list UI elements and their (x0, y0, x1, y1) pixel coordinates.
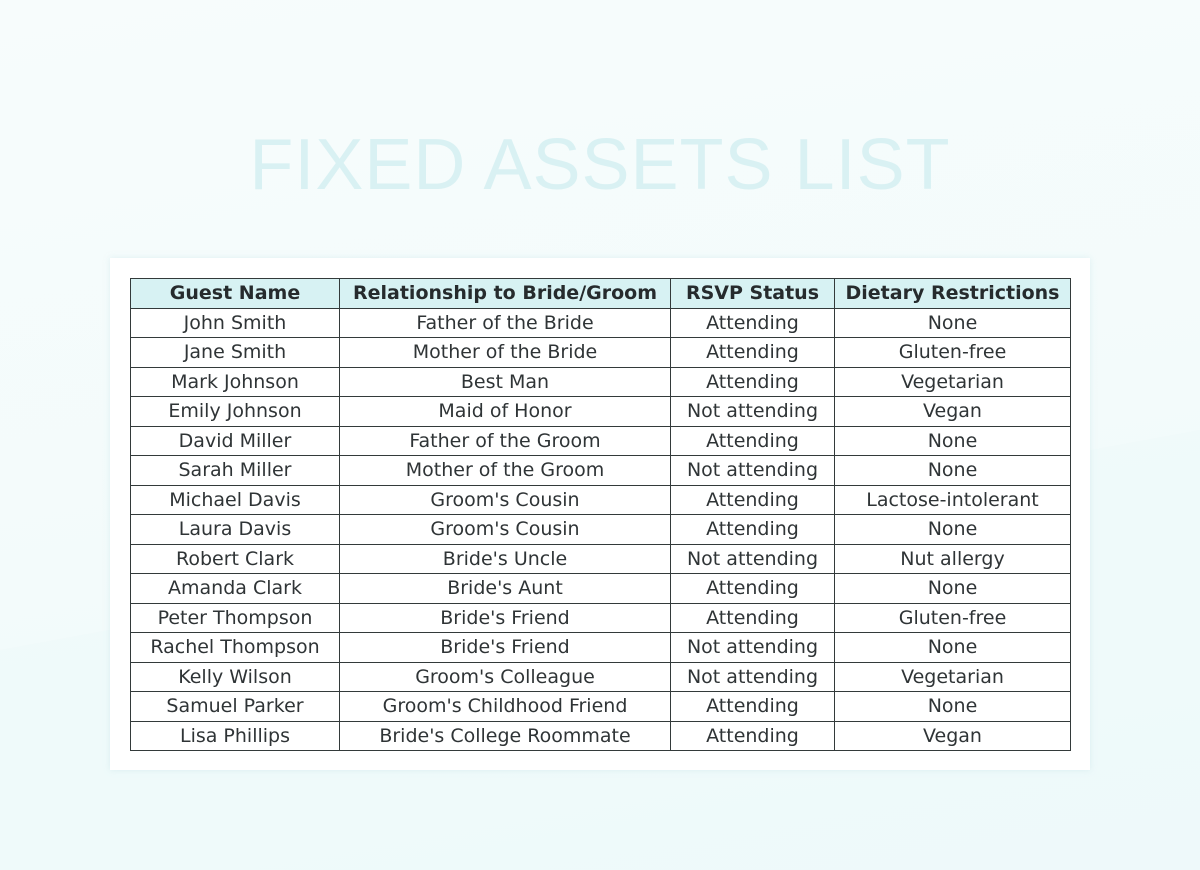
cell-dietary-restrictions: Gluten-free (835, 338, 1071, 368)
cell-guest-name: Jane Smith (131, 338, 340, 368)
cell-rsvp-status: Attending (671, 721, 835, 751)
cell-rsvp-status: Attending (671, 485, 835, 515)
header-rsvp-status: RSVP Status (671, 279, 835, 309)
cell-relationship: Father of the Groom (340, 426, 671, 456)
header-guest-name: Guest Name (131, 279, 340, 309)
cell-relationship: Groom's Colleague (340, 662, 671, 692)
cell-guest-name: Mark Johnson (131, 367, 340, 397)
cell-dietary-restrictions: Vegetarian (835, 367, 1071, 397)
table-row (131, 515, 1071, 545)
cell-guest-name: Emily Johnson (131, 397, 340, 427)
cell-rsvp-status: Not attending (671, 456, 835, 486)
cell-guest-name: Michael Davis (131, 485, 340, 515)
guest-list-table (130, 278, 1071, 751)
cell-rsvp-status: Attending (671, 603, 835, 633)
cell-relationship: Bride's Friend (340, 633, 671, 663)
cell-relationship: Groom's Cousin (340, 485, 671, 515)
cell-relationship: Father of the Bride (340, 308, 671, 338)
cell-relationship: Bride's College Roommate (340, 721, 671, 751)
table-row (131, 692, 1071, 722)
cell-rsvp-status: Attending (671, 308, 835, 338)
cell-relationship: Best Man (340, 367, 671, 397)
table-row (131, 308, 1071, 338)
cell-guest-name: Samuel Parker (131, 692, 340, 722)
table-row (131, 633, 1071, 663)
cell-rsvp-status: Attending (671, 515, 835, 545)
table-row (131, 603, 1071, 633)
cell-rsvp-status: Attending (671, 692, 835, 722)
table-row (131, 544, 1071, 574)
cell-rsvp-status: Attending (671, 338, 835, 368)
cell-guest-name: Sarah Miller (131, 456, 340, 486)
page-title: FIXED ASSETS LIST (249, 125, 951, 205)
table-row (131, 397, 1071, 427)
table-header-row (131, 279, 1071, 309)
cell-rsvp-status: Attending (671, 426, 835, 456)
cell-relationship: Bride's Uncle (340, 544, 671, 574)
cell-relationship: Groom's Childhood Friend (340, 692, 671, 722)
cell-dietary-restrictions: Lactose-intolerant (835, 485, 1071, 515)
cell-guest-name: Peter Thompson (131, 603, 340, 633)
header-relationship: Relationship to Bride/Groom (340, 279, 671, 309)
table-row (131, 485, 1071, 515)
cell-guest-name: David Miller (131, 426, 340, 456)
cell-dietary-restrictions: None (835, 308, 1071, 338)
cell-rsvp-status: Not attending (671, 544, 835, 574)
cell-dietary-restrictions: Nut allergy (835, 544, 1071, 574)
cell-guest-name: Lisa Phillips (131, 721, 340, 751)
cell-guest-name: Amanda Clark (131, 574, 340, 604)
cell-guest-name: Rachel Thompson (131, 633, 340, 663)
cell-dietary-restrictions: None (835, 633, 1071, 663)
table-row (131, 721, 1071, 751)
cell-dietary-restrictions: Gluten-free (835, 603, 1071, 633)
table-row (131, 426, 1071, 456)
cell-guest-name: John Smith (131, 308, 340, 338)
cell-guest-name: Laura Davis (131, 515, 340, 545)
cell-dietary-restrictions: None (835, 574, 1071, 604)
table-row (131, 574, 1071, 604)
cell-guest-name: Kelly Wilson (131, 662, 340, 692)
cell-rsvp-status: Not attending (671, 397, 835, 427)
table-card (110, 258, 1090, 770)
cell-rsvp-status: Not attending (671, 662, 835, 692)
table-row (131, 456, 1071, 486)
cell-dietary-restrictions: Vegan (835, 721, 1071, 751)
cell-relationship: Bride's Aunt (340, 574, 671, 604)
cell-dietary-restrictions: None (835, 456, 1071, 486)
cell-relationship: Groom's Cousin (340, 515, 671, 545)
cell-relationship: Mother of the Bride (340, 338, 671, 368)
cell-dietary-restrictions: None (835, 692, 1071, 722)
cell-dietary-restrictions: Vegetarian (835, 662, 1071, 692)
table-row (131, 367, 1071, 397)
cell-relationship: Maid of Honor (340, 397, 671, 427)
cell-relationship: Bride's Friend (340, 603, 671, 633)
header-dietary-restrictions: Dietary Restrictions (835, 279, 1071, 309)
cell-rsvp-status: Attending (671, 367, 835, 397)
cell-relationship: Mother of the Groom (340, 456, 671, 486)
table-row (131, 338, 1071, 368)
table-row (131, 662, 1071, 692)
cell-guest-name: Robert Clark (131, 544, 340, 574)
cell-rsvp-status: Attending (671, 574, 835, 604)
cell-dietary-restrictions: None (835, 426, 1071, 456)
cell-rsvp-status: Not attending (671, 633, 835, 663)
cell-dietary-restrictions: Vegan (835, 397, 1071, 427)
cell-dietary-restrictions: None (835, 515, 1071, 545)
